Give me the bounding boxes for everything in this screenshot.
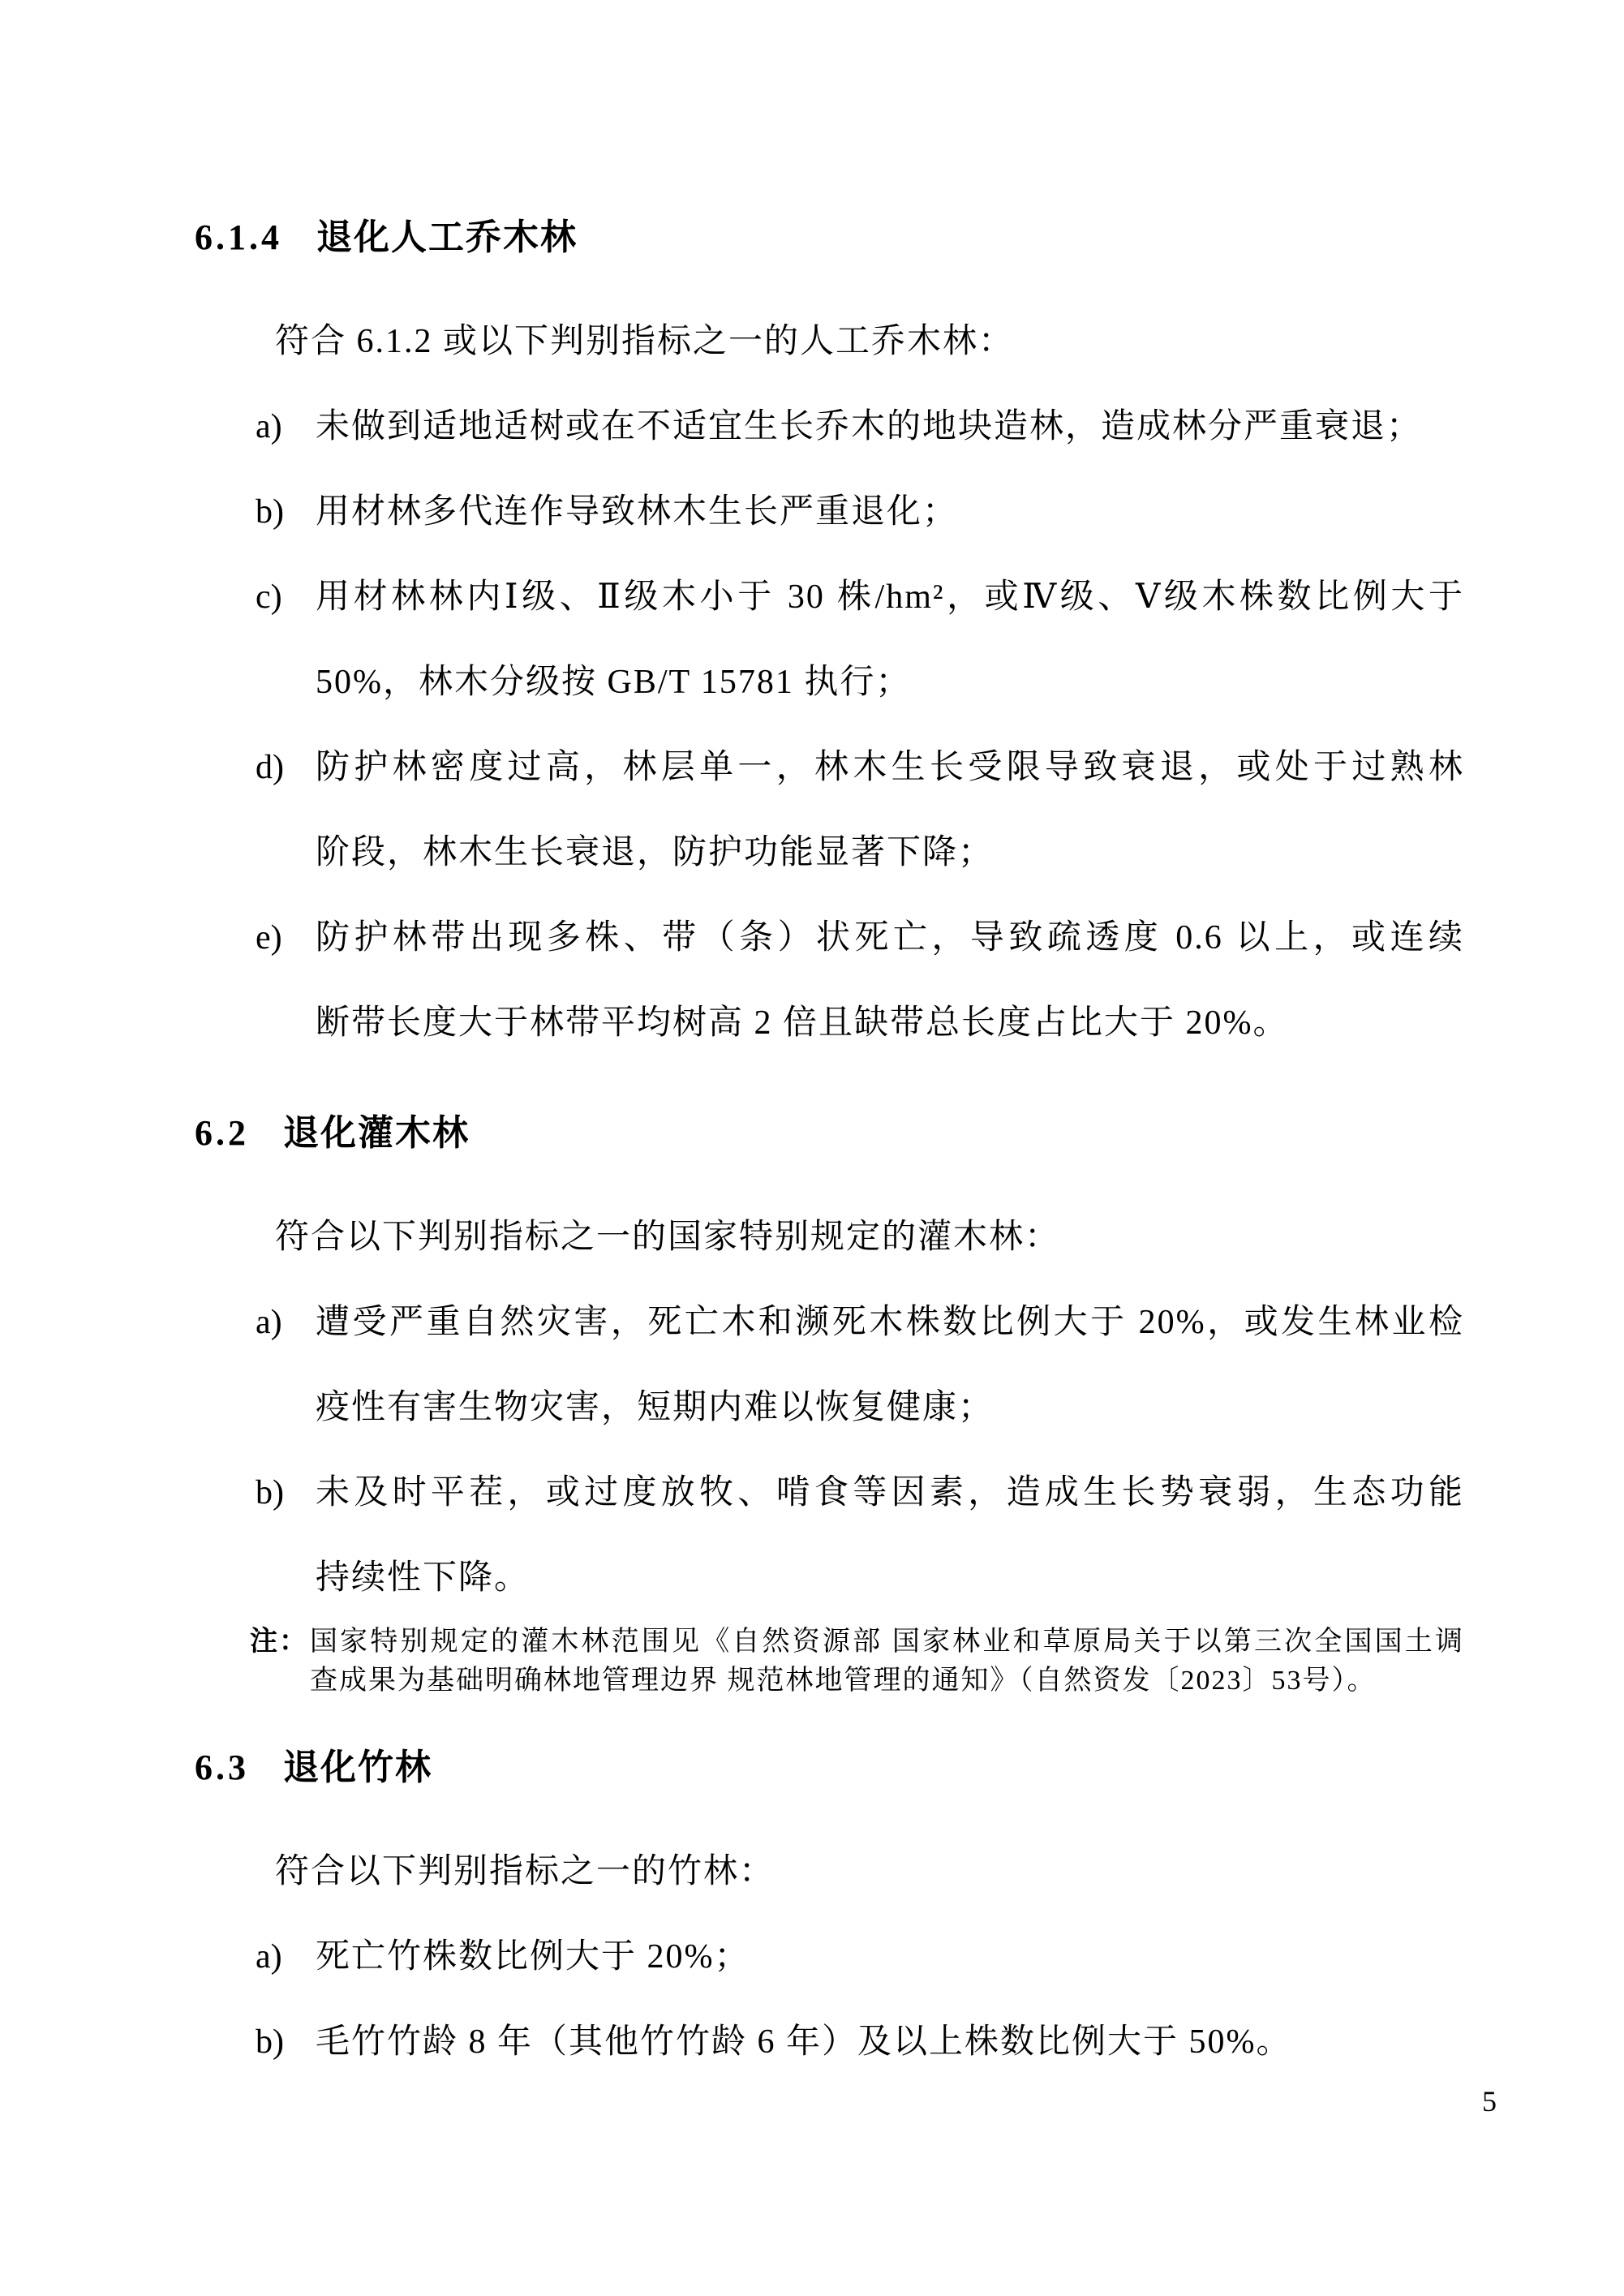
list-item [195, 1280, 1464, 1451]
section-heading [195, 1725, 1464, 1810]
list-item [195, 1915, 1464, 2000]
section-heading-number: 6.2 [195, 1113, 249, 1153]
note-label: 注： [250, 1627, 308, 1657]
note-line: 查成果为基础明确林地管理边界 规范林地管理的通知》（自然资发〔2023〕53号）。 [310, 1666, 1377, 1696]
list-item-line: 毛竹竹龄 8 年（其他竹竹龄 6 年）及以上株数比例大于 50%。 [316, 2023, 1292, 2061]
list-item [195, 2000, 1464, 2085]
section-6.2 [195, 1090, 1464, 1701]
list-item-line: 防护林带出现多株、带（条）状死亡，导致疏透度 0.6 以上，或连续 [316, 919, 1464, 957]
list-item-label: b) [256, 2023, 284, 2061]
list-item-line: 50%，林木分级按 GB/T 15781 执行； [316, 664, 912, 701]
note [195, 1623, 1464, 1701]
list-item [195, 725, 1464, 896]
list-item-line: 死亡竹株数比例大于 20%； [316, 1938, 750, 1976]
list-item-line: 未及时平茬，或过度放牧、啃食等因素，造成生长势衰弱，生态功能 [316, 1474, 1464, 1511]
section-heading-title: 退化竹林 [283, 1747, 432, 1788]
list-item-line: 断带长度大于林带平均树高 2 倍且缺带总长度占比大于 20%。 [316, 1004, 1289, 1042]
list-item-label: b) [256, 493, 284, 531]
list-item-line: 用材林林内Ⅰ级、Ⅱ级木小于 30 株/hm²，或Ⅳ级、Ⅴ级木株数比例大于 [316, 578, 1464, 616]
list-item-line: 疫性有害生物灾害，短期内难以恢复健康； [316, 1389, 995, 1426]
list-item-line: 未做到适地适树或在不适宜生长乔木的地块造林，造成林分严重衰退； [316, 408, 1423, 445]
section-intro: 符合以下判别指标之一的国家特别规定的灌木林： [275, 1219, 1061, 1256]
list-item-label: d) [256, 749, 284, 786]
section-6.3 [195, 1725, 1464, 2085]
list-item [195, 896, 1464, 1066]
list-item [195, 470, 1464, 555]
section-heading-number: 6.3 [195, 1748, 249, 1787]
list-item-line: 持续性下降。 [316, 1559, 531, 1597]
list-item-line: 阶段，林木生长衰退，防护功能显著下降； [316, 834, 995, 871]
list-item [195, 1451, 1464, 1621]
section-heading [195, 195, 1464, 280]
page-number: 5 [1482, 2085, 1497, 2118]
section-heading-title: 退化灌木林 [283, 1112, 470, 1154]
note-line: 国家特别规定的灌木林范围见《自然资源部 国家林业和草原局关于以第三次全国国土调 [310, 1627, 1464, 1657]
list-item-label: a) [256, 1938, 282, 1976]
list-item-line: 遭受严重自然灾害，死亡木和濒死木株数比例大于 20%，或发生林业检 [316, 1304, 1464, 1341]
section-heading-title: 退化人工乔木林 [316, 217, 578, 258]
section-heading-number: 6.1.4 [195, 217, 282, 257]
section-6.1.4 [195, 195, 1464, 1066]
list-item-label: a) [256, 408, 282, 445]
list-item [195, 555, 1464, 725]
list-item-label: b) [256, 1474, 284, 1511]
list-item-label: c) [256, 578, 282, 616]
section-heading [195, 1090, 1464, 1176]
section-intro: 符合 6.1.2 或以下判别指标之一的人工乔木林： [275, 323, 1015, 360]
list-item-line: 防护林密度过高，林层单一，林木生长受限导致衰退，或处于过熟林 [316, 749, 1464, 786]
section-intro: 符合以下判别指标之一的竹林： [275, 1853, 775, 1890]
list-item [195, 385, 1464, 470]
list-item-line: 用材林多代连作导致林木生长严重退化； [316, 493, 959, 531]
list-item-label: a) [256, 1304, 282, 1341]
list-item-label: e) [256, 919, 282, 957]
